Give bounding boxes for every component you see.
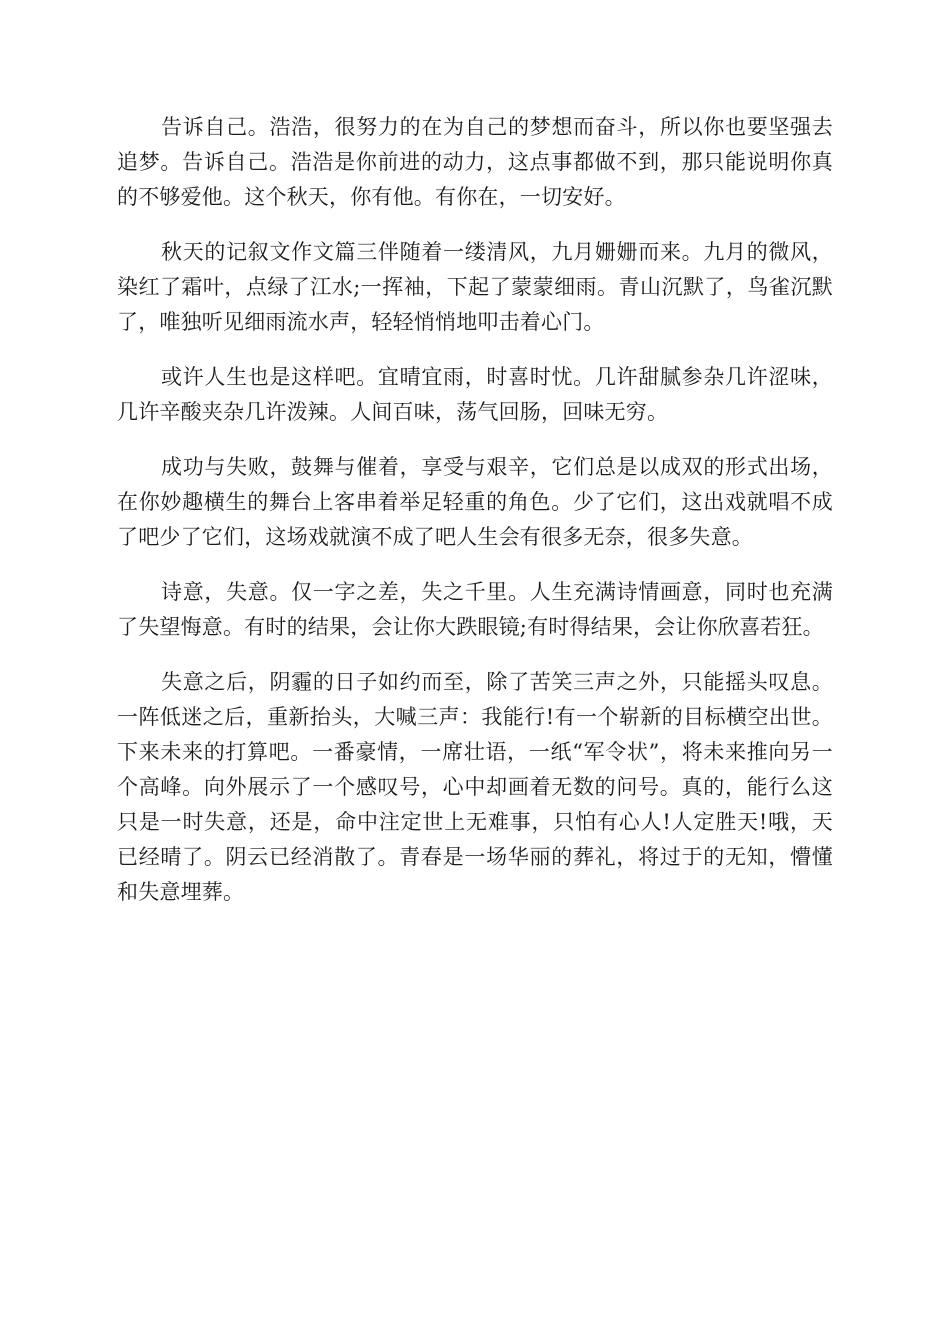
paragraph-2: 秋天的记叙文作文篇三伴随着一缕清风，九月姗姗而来。九月的微风，染红了霜叶，点绿了江水;一挥袖，下起了蒙蒙细雨。青山沉默了，鸟雀沉默了，唯独听见细雨流水声，轻轻悄悄地叩击着心门。 xyxy=(117,240,833,334)
document-body xyxy=(117,110,833,930)
paragraph-6: 失意之后，阴霾的日子如约而至，除了苦笑三声之外，只能摇头叹息。一阵低迷之后，重新抬头，大喊三声：我能行!有一个崭新的目标横空出世。下来未来的打算吧。一番豪情，一席壮语，一纸“军令状”，将未来推向另一个高峰。向外展示了一个感叹号，心中却画着无数的问号。真的，能行么这只是一时失意，还是，命中注定世上无难事，只怕有心人!人定胜天!哦，天已经晴了。阴云已经消散了。青春是一场华丽的葬礼，将过于的无知，懵懂和失意埋葬。 xyxy=(117,670,833,904)
paragraph-3: 或许人生也是这样吧。宜晴宜雨，时喜时忧。几许甜腻参杂几许涩味，几许辛酸夹杂几许泼辣。人间百味，荡气回肠，回味无穷。 xyxy=(117,365,833,424)
paragraph-5: 诗意，失意。仅一字之差，失之千里。人生充满诗情画意，同时也充满了失望悔意。有时的结果，会让你大跌眼镜;有时得结果，会让你欣喜若狂。 xyxy=(117,580,833,639)
paragraph-4: 成功与失败，鼓舞与催着，享受与艰辛，它们总是以成双的形式出场，在你妙趣横生的舞台上客串着举足轻重的角色。少了它们，这出戏就唱不成了吧少了它们，这场戏就演不成了吧人生会有很多无奈，很多失意。 xyxy=(117,455,833,549)
paragraph-1: 告诉自己。浩浩，很努力的在为自己的梦想而奋斗，所以你也要坚强去追梦。告诉自己。浩浩是你前进的动力，这点事都做不到，那只能说明你真的不够爱他。这个秋天，你有他。有你在，一切安好。 xyxy=(117,115,833,209)
